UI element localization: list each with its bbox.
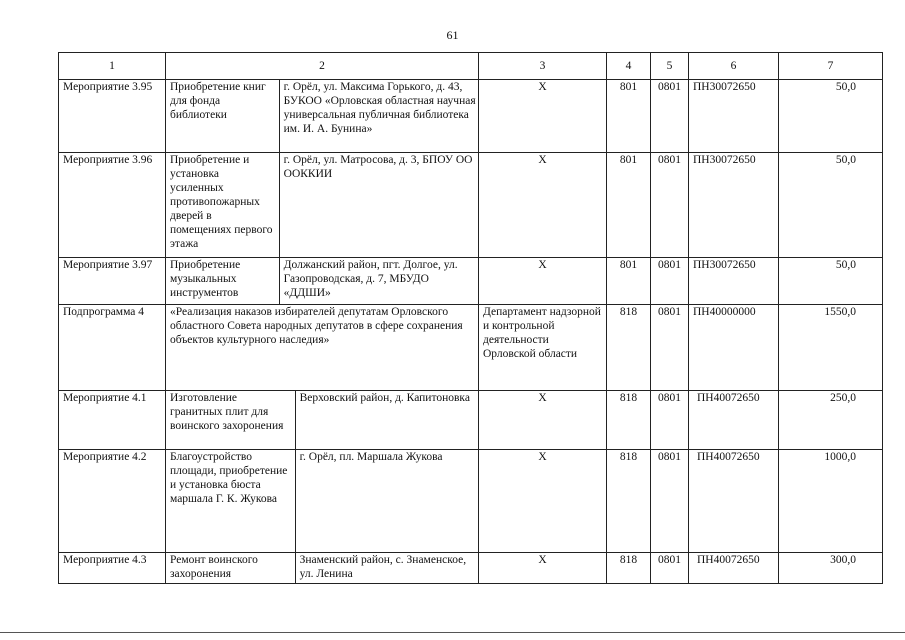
header-col-3: 3 [479,53,607,80]
section-cell: 0801 [651,153,689,258]
item-cell: Мероприятие 4.3 [59,553,166,584]
executor-cell: Х [479,80,607,153]
target-code-cell: ПН30072650 [689,258,779,305]
item-cell: Подпрограмма 4 [59,305,166,391]
item-cell: Мероприятие 3.97 [59,258,166,305]
code-cell: 801 [607,80,651,153]
target-code-cell: ПН40072650 [689,391,779,450]
header-row [59,53,883,80]
item-name: Приобретение музыкальных инструментов [166,258,280,304]
executor-cell: Х [479,450,607,553]
code-cell: 818 [607,450,651,553]
executor-cell: Х [479,553,607,584]
table-row [59,305,883,391]
target-code-cell: ПН30072650 [689,80,779,153]
code-cell: 818 [607,553,651,584]
code-cell: 818 [607,391,651,450]
section-cell: 0801 [651,80,689,153]
target-code-cell: ПН40000000 [689,305,779,391]
executor-cell: Х [479,153,607,258]
table-row [59,153,883,258]
table-row [59,258,883,305]
table-row [59,553,883,584]
item-cell: Мероприятие 3.96 [59,153,166,258]
executor-cell: Департамент надзорной и контрольной деятельности Орловской области [479,305,607,391]
amount-cell: 1000,0 [779,450,883,553]
subprogram-name-cell: «Реализация наказов избирателей депутатам Орловского областного Совета народных депутатов в сфере сохранения объектов культурного наследия» [166,305,479,391]
section-cell: 0801 [651,258,689,305]
code-cell: 801 [607,153,651,258]
item-name: Изготовление гранитных плит для воинского захоронения [166,391,296,449]
target-code-cell: ПН30072650 [689,153,779,258]
executor-cell: Х [479,391,607,450]
target-code-cell: ПН40072650 [689,553,779,584]
item-address: г. Орёл, пл. Маршала Жукова [299,451,443,463]
description-cell [166,80,479,153]
item-address: Верховский район, д. Капитоновка [299,392,470,404]
description-cell [166,258,479,305]
item-cell: Мероприятие 3.95 [59,80,166,153]
item-name: Ремонт воинского захоронения [166,553,296,583]
item-name: Приобретение книг для фонда библиотеки [166,80,280,152]
amount-cell: 300,0 [779,553,883,584]
table-row [59,450,883,553]
description-cell [166,391,479,450]
header-col-7: 7 [779,53,883,80]
page-number: 61 [446,28,459,42]
description-cell [166,153,479,258]
item-name: Приобретение и установка усиленных противопожарных дверей в помещениях первого этажа [166,153,280,257]
description-cell [166,450,479,553]
executor-cell: Х [479,258,607,305]
section-cell: 0801 [651,305,689,391]
amount-cell: 50,0 [779,80,883,153]
section-cell: 0801 [651,391,689,450]
budget-table [58,52,883,584]
item-name: Благоустройство площади, приобретение и установка бюста маршала Г. К. Жукова [166,450,296,552]
item-address: г. Орёл, ул. Максима Горького, д. 43, БУКОО «Орловская областная научная универсальная публичная библиотека им. И. А. Бунина» [283,81,476,135]
item-address: Должанский район, пгт. Долгое, ул. Газопроводская, д. 7, МБУДО «ДДШИ» [283,259,458,299]
code-cell: 818 [607,305,651,391]
item-address: г. Орёл, ул. Матросова, д. 3, БПОУ ОО ООККИИ [283,154,473,180]
description-cell [166,553,479,584]
header-col-1: 1 [59,53,166,80]
page-bottom-divider [0,632,905,633]
header-col-4: 4 [607,53,651,80]
header-col-5: 5 [651,53,689,80]
amount-cell: 1550,0 [779,305,883,391]
code-cell: 801 [607,258,651,305]
amount-cell: 250,0 [779,391,883,450]
header-col-2: 2 [166,53,479,80]
amount-cell: 50,0 [779,153,883,258]
target-code-cell: ПН40072650 [689,450,779,553]
section-cell: 0801 [651,553,689,584]
header-col-6: 6 [689,53,779,80]
item-cell: Мероприятие 4.2 [59,450,166,553]
amount-cell: 50,0 [779,258,883,305]
section-cell: 0801 [651,450,689,553]
item-cell: Мероприятие 4.1 [59,391,166,450]
table-row [59,391,883,450]
item-address: Знаменский район, с. Знаменское, ул. Ленина [299,554,467,580]
table-row [59,80,883,153]
